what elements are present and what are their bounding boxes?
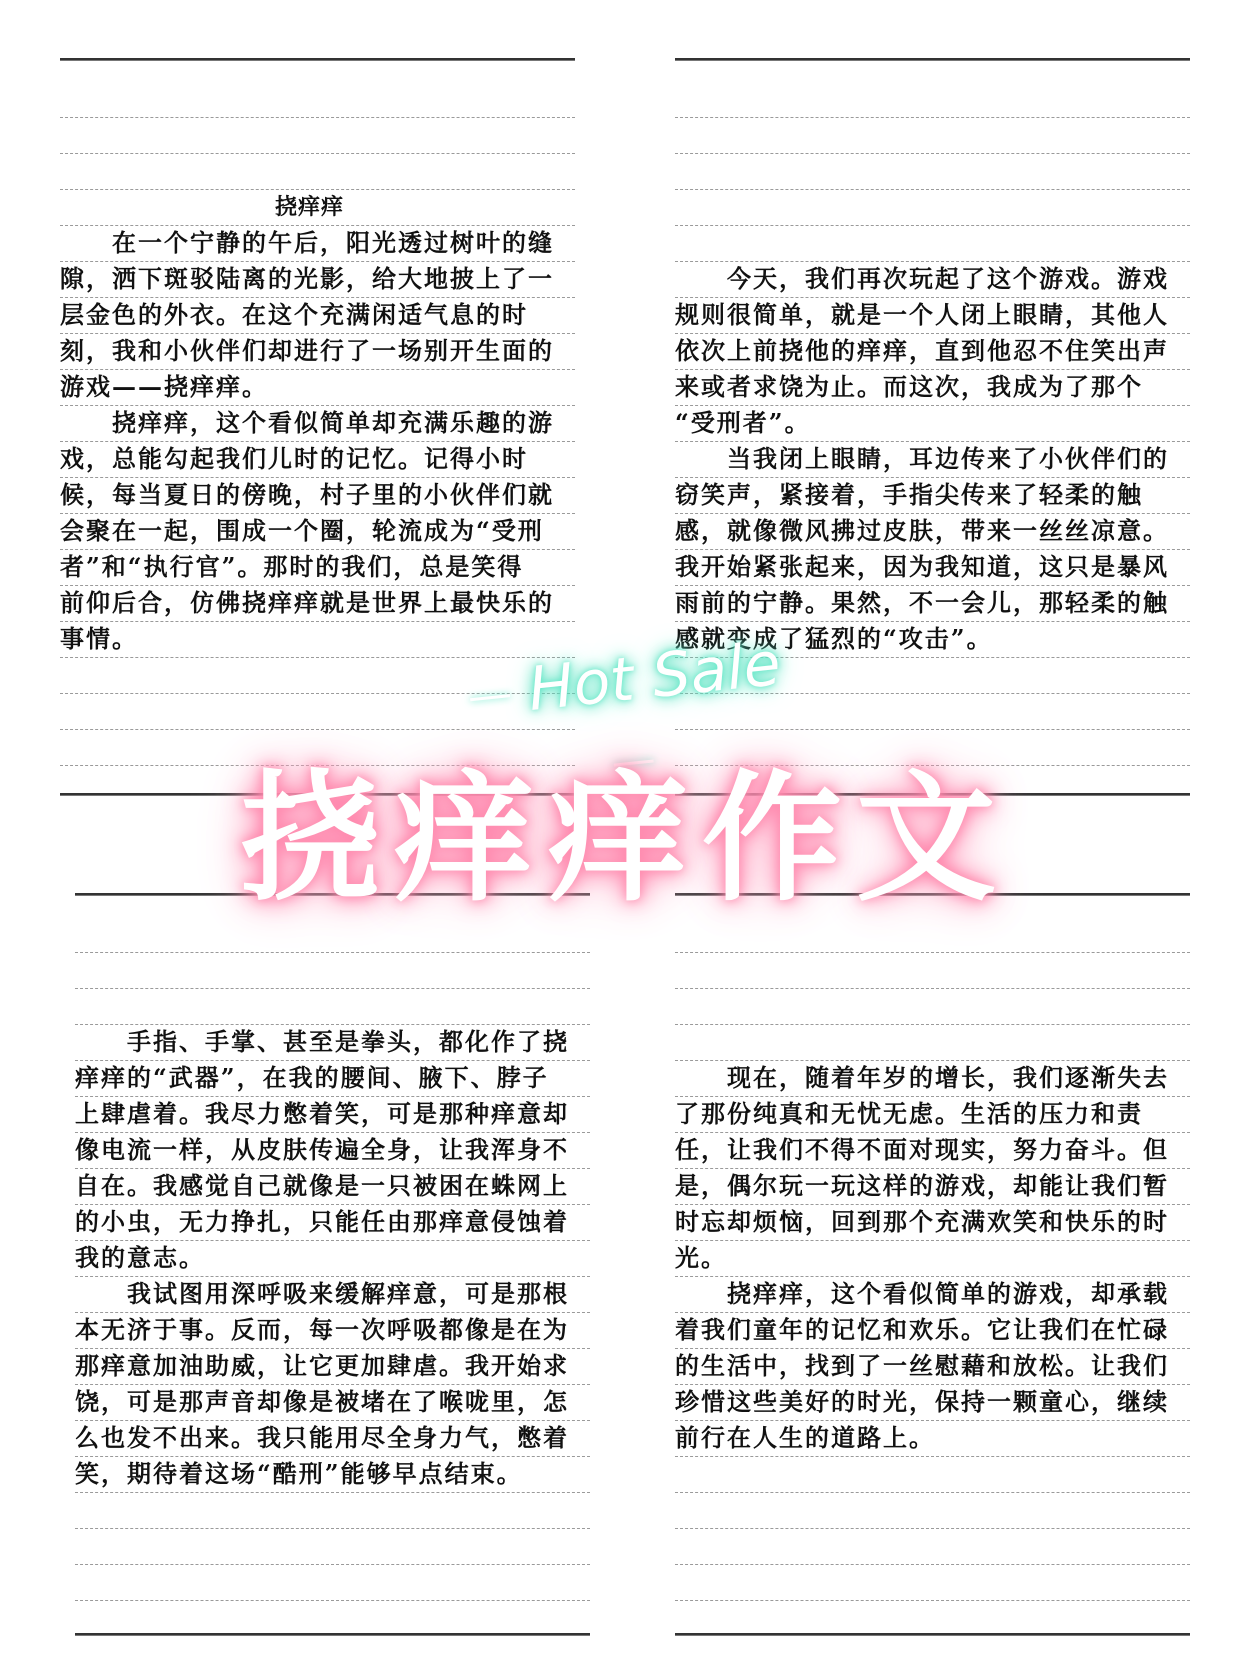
text-line	[75, 1529, 590, 1565]
text-line	[675, 154, 1190, 190]
text-line	[60, 118, 575, 154]
notebook-page-4	[675, 893, 1190, 1633]
text-line: 今天，我们再次玩起了这个游戏。游戏	[675, 262, 1190, 298]
text-line: 痒痒的“武器”，在我的腰间、腋下、脖子	[75, 1061, 590, 1097]
text-line: 挠痒痒，这个看似简单却充满乐趣的游	[60, 406, 575, 442]
text-line: 隙，洒下斑驳陆离的光影，给大地披上了一	[60, 262, 575, 298]
text-line: 的生活中，找到了一丝慰藉和放松。让我们	[675, 1349, 1190, 1385]
text-line: 挠痒痒，这个看似简单的游戏，却承载	[675, 1277, 1190, 1313]
text-line: 雨前的宁静。果然，不一会儿，那轻柔的触	[675, 586, 1190, 622]
text-line	[75, 989, 590, 1025]
text-line	[675, 917, 1190, 953]
text-line: 自在。我感觉自己就像是一只被困在蛛网上	[75, 1169, 590, 1205]
text-line: 前行在人生的道路上。	[675, 1421, 1190, 1457]
text-line: 的小虫，无力挣扎，只能任由那痒意侵蚀着	[75, 1205, 590, 1241]
text-line: 着我们童年的记忆和欢乐。它让我们在忙碌	[675, 1313, 1190, 1349]
text-line	[675, 1529, 1190, 1565]
text-line: 任，让我们不得不面对现实，努力奋斗。但	[675, 1133, 1190, 1169]
ruled-lines	[675, 917, 1190, 1601]
notebook-page-3	[75, 893, 590, 1633]
text-line: 笑，期待着这场“酷刑”能够早点结束。	[75, 1457, 590, 1493]
text-line: 依次上前挠他的痒痒，直到他忍不住笑出声	[675, 334, 1190, 370]
text-line: 游戏——挠痒痒。	[60, 370, 575, 406]
text-line: 光。	[675, 1241, 1190, 1277]
text-line: 我的意志。	[75, 1241, 590, 1277]
text-line: 当我闭上眼睛，耳边传来了小伙伴们的	[675, 442, 1190, 478]
text-line: 饶，可是那声音却像是被堵在了喉咙里，怎	[75, 1385, 590, 1421]
text-line: 在一个宁静的午后，阳光透过树叶的缝	[60, 226, 575, 262]
text-line	[675, 190, 1190, 226]
text-line: 刻，我和小伙伴们却进行了一场别开生面的	[60, 334, 575, 370]
text-line	[675, 953, 1190, 989]
text-line: 我试图用深呼吸来缓解痒意，可是那根	[75, 1277, 590, 1313]
text-line: 规则很简单，就是一个人闭上眼睛，其他人	[675, 298, 1190, 334]
page-top-rule	[60, 58, 575, 61]
text-line	[60, 82, 575, 118]
text-line: 戏，总能勾起我们儿时的记忆。记得小时	[60, 442, 575, 478]
text-line: 感，就像微风拂过皮肤，带来一丝丝凉意。	[675, 514, 1190, 550]
text-line: 来或者求饶为止。而这次，我成为了那个	[675, 370, 1190, 406]
text-line	[675, 226, 1190, 262]
text-line	[675, 1493, 1190, 1529]
hot-sale-text: Hot Sale	[524, 628, 784, 725]
text-line	[675, 82, 1190, 118]
text-line: 现在，随着年岁的增长，我们逐渐失去	[675, 1061, 1190, 1097]
ruled-lines	[75, 917, 590, 1601]
text-line: 事情。	[60, 622, 575, 658]
text-line: 那痒意加油助威，让它更加肆虐。我开始求	[75, 1349, 590, 1385]
text-line: 会聚在一起，围成一个圈，轮流成为“受刑	[60, 514, 575, 550]
badge-dash-left	[470, 694, 510, 701]
text-line	[75, 917, 590, 953]
text-line	[60, 154, 575, 190]
page-bottom-rule	[675, 1633, 1190, 1636]
text-line	[675, 1457, 1190, 1493]
text-line: 候，每当夏日的傍晚，村子里的小伙伴们就	[60, 478, 575, 514]
text-line: 我开始紧张起来，因为我知道，这只是暴风	[675, 550, 1190, 586]
text-line: 窃笑声，紧接着，手指尖传来了轻柔的触	[675, 478, 1190, 514]
page-bottom-rule	[75, 1633, 590, 1636]
text-line: 手指、手掌、甚至是拳头，都化作了挠	[75, 1025, 590, 1061]
page-top-rule	[675, 58, 1190, 61]
text-line	[675, 1025, 1190, 1061]
text-line	[75, 1565, 590, 1601]
text-line	[675, 1565, 1190, 1601]
text-line	[675, 989, 1190, 1025]
text-line: 了那份纯真和无忧无虑。生活的压力和责	[675, 1097, 1190, 1133]
text-line: 上肆虐着。我尽力憋着笑，可是那种痒意却	[75, 1097, 590, 1133]
text-line: 层金色的外衣。在这个充满闲适气息的时	[60, 298, 575, 334]
text-line: 本无济于事。反而，每一次呼吸都像是在为	[75, 1313, 590, 1349]
cover-title: 挠痒痒作文	[239, 758, 1010, 921]
text-line: 前仰后合，仿佛挠痒痒就是世界上最快乐的	[60, 586, 575, 622]
text-line	[75, 1493, 590, 1529]
text-line	[675, 118, 1190, 154]
text-line: “受刑者”。	[675, 406, 1190, 442]
text-line: 时忘却烦恼，回到那个充满欢笑和快乐的时	[675, 1205, 1190, 1241]
text-line: 感就变成了猛烈的“攻击”。	[675, 622, 1190, 658]
text-line: 珍惜这些美好的时光，保持一颗童心，继续	[675, 1385, 1190, 1421]
text-line	[75, 953, 590, 989]
text-line: 是，偶尔玩一玩这样的游戏，却能让我们暂	[675, 1169, 1190, 1205]
text-line: 者”和“执行官”。那时的我们，总是笑得	[60, 550, 575, 586]
essay-title: 挠痒痒	[60, 190, 575, 226]
text-line: 像电流一样，从皮肤传遍全身，让我浑身不	[75, 1133, 590, 1169]
text-line: 么也发不出来。我只能用尽全身力气，憋着	[75, 1421, 590, 1457]
